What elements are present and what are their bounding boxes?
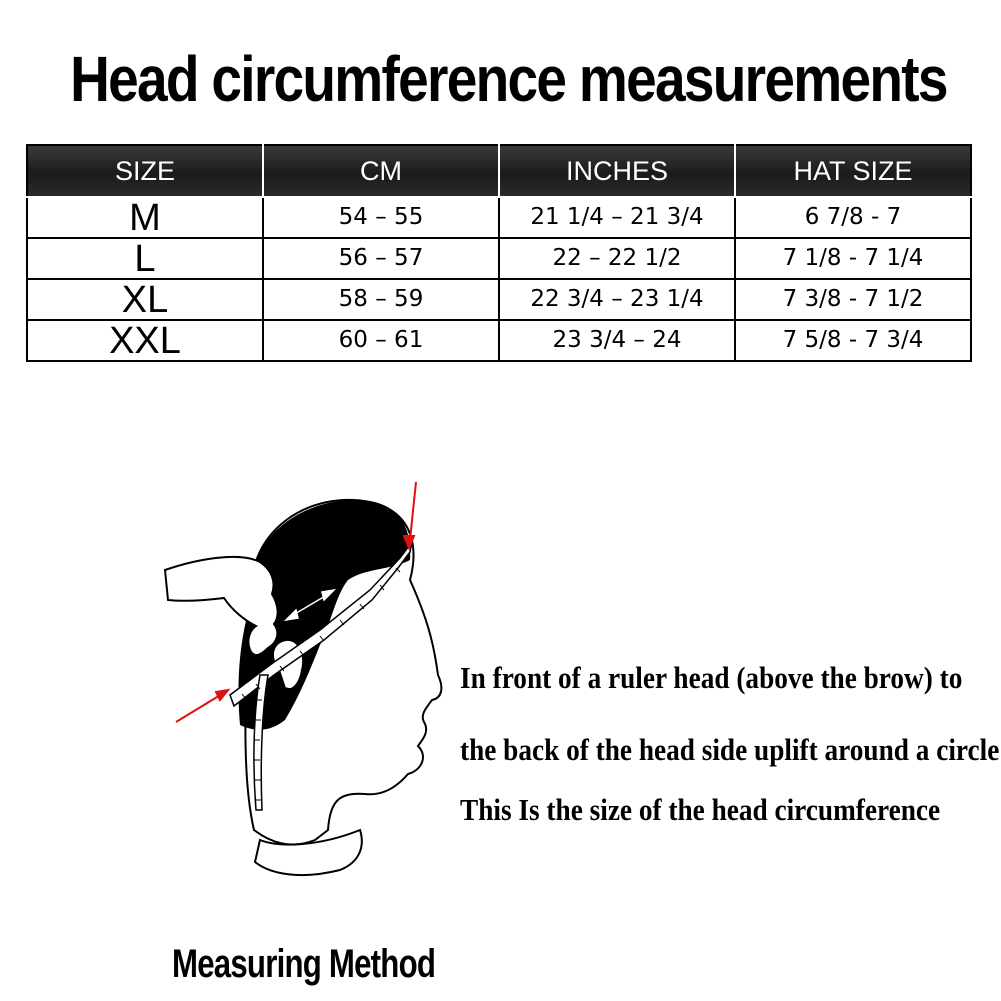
size-cell: L — [27, 238, 263, 279]
hat-size-cell: 7 3/8 - 7 1/2 — [735, 279, 971, 320]
cm-cell: 60 – 61 — [263, 320, 499, 361]
hat-size-cell: 7 5/8 - 7 3/4 — [735, 320, 971, 361]
instruction-line: In front of a ruler head (above the brow) to — [460, 660, 963, 695]
measuring-method-caption: Measuring Method — [172, 942, 436, 986]
head-measurement-illustration — [160, 470, 460, 940]
inches-cell: 22 3/4 – 23 1/4 — [499, 279, 735, 320]
size-chart-table — [26, 144, 972, 362]
table-row — [27, 197, 971, 238]
inches-cell: 21 1/4 – 21 3/4 — [499, 197, 735, 238]
inches-cell: 23 3/4 – 24 — [499, 320, 735, 361]
page-title: Head circumference measurements — [70, 43, 947, 115]
table-row — [27, 320, 971, 361]
inches-cell: 22 – 22 1/2 — [499, 238, 735, 279]
header-inches: INCHES — [499, 145, 735, 197]
cm-cell: 54 – 55 — [263, 197, 499, 238]
cm-cell: 56 – 57 — [263, 238, 499, 279]
size-cell: XL — [27, 279, 263, 320]
header-hat-size: HAT SIZE — [735, 145, 971, 197]
instruction-line: the back of the head side uplift around a circle — [460, 732, 1000, 767]
header-cm: CM — [263, 145, 499, 197]
hat-size-cell: 7 1/8 - 7 1/4 — [735, 238, 971, 279]
hat-size-cell: 6 7/8 - 7 — [735, 197, 971, 238]
size-cell: XXL — [27, 320, 263, 361]
table-row — [27, 238, 971, 279]
table-row — [27, 279, 971, 320]
instruction-line: This Is the size of the head circumference — [460, 792, 941, 827]
hand-icon — [165, 557, 278, 655]
cm-cell: 58 – 59 — [263, 279, 499, 320]
table-header-row — [27, 145, 971, 197]
size-cell: M — [27, 197, 263, 238]
header-size: SIZE — [27, 145, 263, 197]
